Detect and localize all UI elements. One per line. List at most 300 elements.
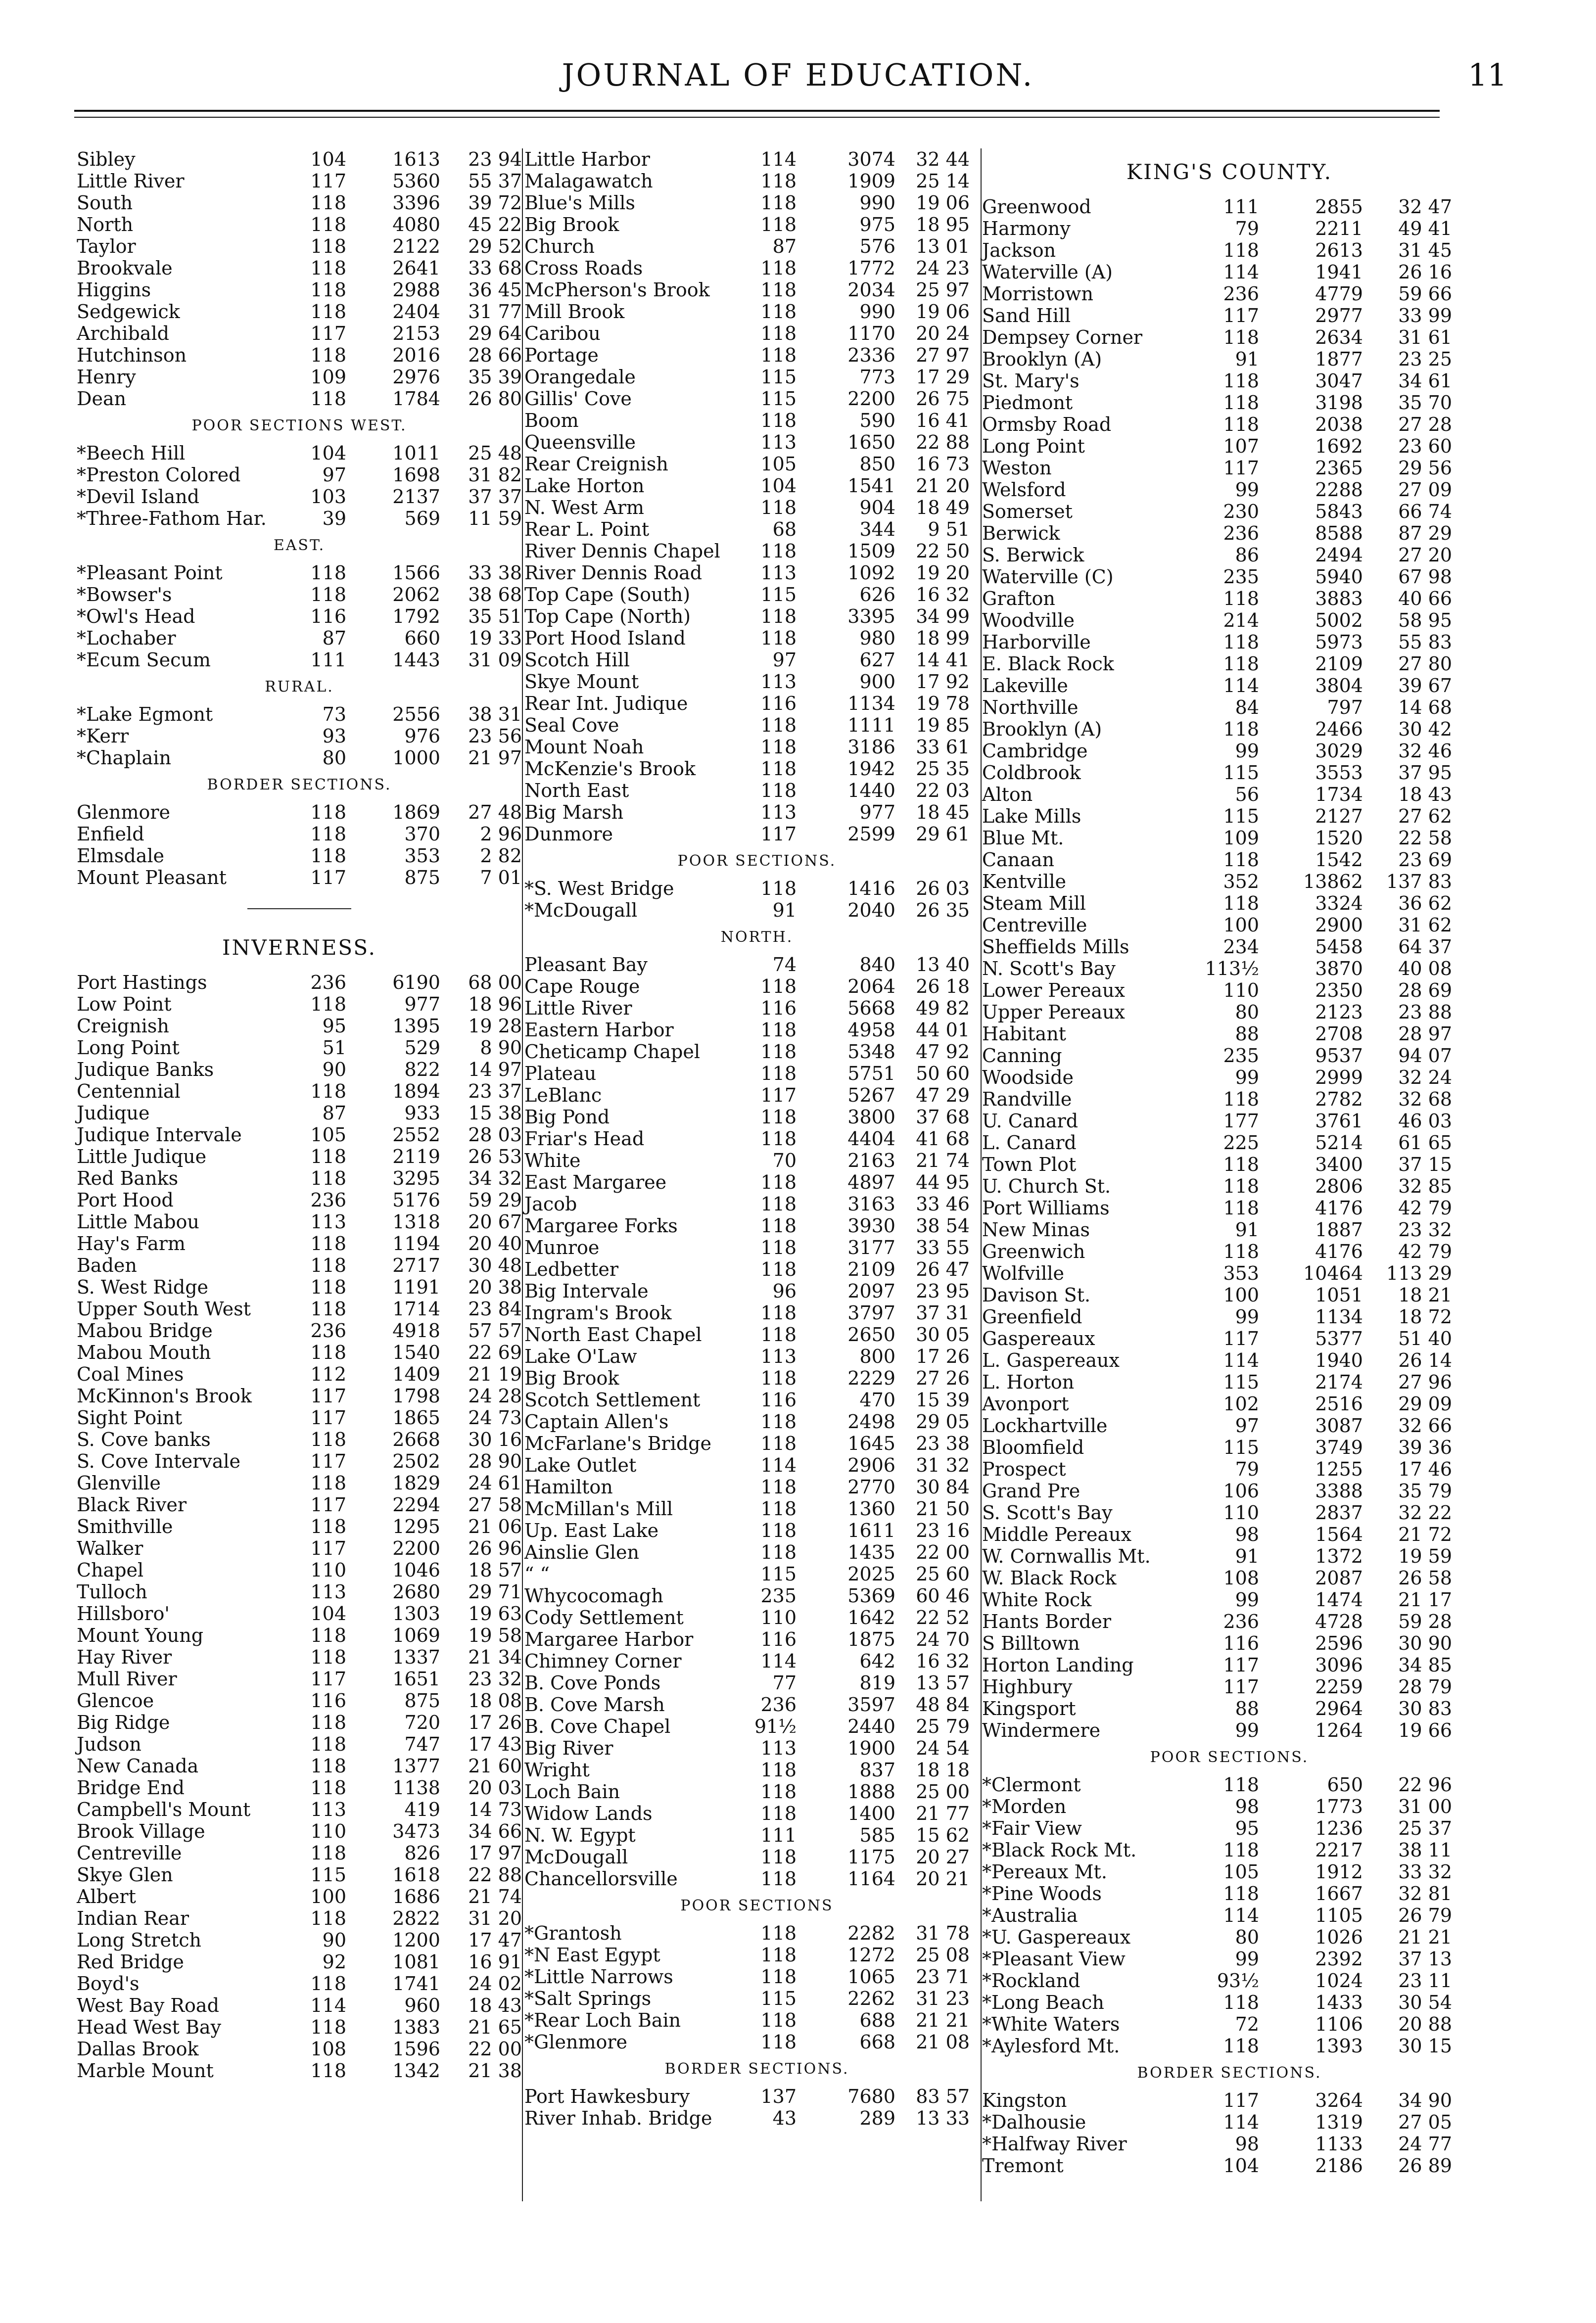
grant-amount: 28 69 (1398, 979, 1452, 1001)
school-section-name: South (77, 192, 133, 214)
days-taught: 117 (1223, 1654, 1259, 1676)
school-section-name: Port Hood (77, 1189, 174, 1211)
days-taught: 88 (1235, 1023, 1259, 1045)
attendance-total: 1051 (1315, 1284, 1363, 1306)
grant-amount: 23 94 (468, 148, 522, 170)
days-taught: 118 (310, 1777, 346, 1799)
attendance-total: 2163 (847, 1150, 895, 1171)
grant-amount: 37 68 (916, 1106, 970, 1128)
attendance-total: 2262 (847, 1988, 895, 2009)
grant-amount: 31 00 (1398, 1796, 1452, 1817)
days-taught: 86 (1235, 544, 1259, 566)
attendance-total: 4918 (392, 1320, 440, 1342)
days-taught: 118 (760, 1215, 797, 1237)
school-section-name: N. W. Egypt (524, 1824, 636, 1846)
school-section-name: Smithville (77, 1516, 173, 1537)
grant-amount: 18 18 (916, 1759, 970, 1781)
table-row (524, 627, 989, 649)
attendance-total: 1888 (847, 1781, 895, 1803)
table-row (77, 1472, 522, 1494)
table-row (524, 1498, 989, 1520)
attendance-total: 3388 (1315, 1480, 1363, 1502)
table-row (77, 627, 522, 649)
days-taught: 108 (310, 2038, 346, 2060)
table-row (982, 522, 1477, 544)
days-taught: 115 (760, 1988, 797, 2009)
table-row (524, 1258, 989, 1280)
days-taught: 114 (1223, 261, 1259, 283)
grant-amount: 45 22 (468, 214, 522, 235)
table-row (524, 1019, 989, 1041)
school-section-name: Rear Int. Judique (524, 693, 688, 714)
school-section-name: Tremont (982, 2155, 1064, 2177)
table-row (982, 1817, 1477, 1839)
grant-amount: 21 74 (468, 1886, 522, 1907)
table-row (982, 239, 1477, 261)
attendance-total: 2641 (392, 257, 440, 279)
grant-amount: 17 29 (916, 366, 970, 388)
grant-amount: 30 90 (1398, 1632, 1452, 1654)
school-section-name: Cape Rouge (524, 976, 640, 997)
school-section-name: N. West Arm (524, 497, 644, 518)
school-section-name: Wright (524, 1759, 590, 1781)
grant-amount: 27 28 (1398, 414, 1452, 435)
days-taught: 118 (1223, 1197, 1259, 1219)
days-taught: 118 (310, 344, 346, 366)
attendance-total: 1395 (392, 1015, 440, 1037)
school-section-name: Little Judique (77, 1146, 207, 1167)
days-taught: 106 (1223, 1480, 1259, 1502)
school-section-name: S Billtown (982, 1632, 1080, 1654)
attendance-total: 2502 (392, 1450, 440, 1472)
table-row (524, 1389, 989, 1411)
grant-amount: 18 57 (468, 1559, 522, 1581)
attendance-total: 1264 (1315, 1719, 1363, 1741)
table-row (77, 1233, 522, 1254)
days-taught: 80 (322, 747, 346, 769)
days-taught: 117 (1223, 1676, 1259, 1698)
days-taught: 99 (1235, 1589, 1259, 1611)
days-taught: 96 (772, 1280, 797, 1302)
attendance-total: 1564 (1315, 1524, 1363, 1545)
school-section-name: *Long Beach (982, 1992, 1104, 2013)
days-taught: 118 (1223, 1774, 1259, 1796)
table-row (77, 1342, 522, 1363)
days-taught: 117 (310, 1494, 346, 1516)
days-taught: 99 (1235, 740, 1259, 762)
grant-amount: 36 62 (1398, 892, 1452, 914)
table-row (524, 1063, 989, 1084)
attendance-total: 5214 (1315, 1132, 1363, 1154)
school-section-name: *Bowser's (77, 584, 172, 605)
school-section-name: Kingsport (982, 1698, 1076, 1719)
days-taught: 118 (760, 1063, 797, 1084)
school-section-name: Centennial (77, 1080, 181, 1102)
attendance-total: 1400 (847, 1803, 895, 1824)
grant-amount: 29 61 (916, 823, 970, 845)
grant-amount: 21 65 (468, 2016, 522, 2038)
days-taught: 98 (1235, 2133, 1259, 2155)
grant-amount: 31 82 (468, 464, 522, 486)
attendance-total: 1520 (1315, 827, 1363, 849)
school-section-name: West Bay Road (77, 1995, 219, 2016)
attendance-total: 3804 (1315, 675, 1363, 697)
days-taught: 115 (1223, 762, 1259, 784)
days-taught: 118 (1223, 392, 1259, 414)
grant-amount: 22 96 (1398, 1774, 1452, 1796)
grant-amount: 29 71 (468, 1581, 522, 1603)
school-section-name: *Salt Springs (524, 1988, 652, 2009)
attendance-total: 4779 (1315, 283, 1363, 305)
days-taught: 118 (310, 801, 346, 823)
table-row (77, 845, 522, 867)
days-taught: 70 (772, 1150, 797, 1171)
days-taught: 115 (760, 388, 797, 410)
school-section-name: Port Hastings (77, 972, 207, 993)
table-row (982, 1328, 1477, 1349)
attendance-total: 4728 (1315, 1611, 1363, 1632)
days-taught: 91 (1235, 348, 1259, 370)
table-row (524, 431, 989, 453)
grant-amount: 29 64 (468, 323, 522, 344)
days-taught: 113 (760, 801, 797, 823)
grant-amount: 47 29 (916, 1084, 970, 1106)
attendance-total: 2038 (1315, 414, 1363, 435)
table-row (524, 1520, 989, 1541)
table-row (982, 1262, 1477, 1284)
days-taught: 118 (1223, 653, 1259, 675)
grant-amount: 26 35 (916, 899, 970, 921)
grant-amount: 21 20 (916, 475, 970, 497)
grant-amount: 29 56 (1398, 457, 1452, 479)
attendance-total: 1194 (392, 1233, 440, 1254)
days-taught: 235 (1223, 1045, 1259, 1067)
table-row (982, 1992, 1477, 2013)
attendance-total: 2200 (392, 1537, 440, 1559)
grant-amount: 21 34 (468, 1646, 522, 1668)
school-section-name: Harmony (982, 218, 1071, 239)
school-section-name: Red Banks (77, 1167, 179, 1189)
column-3 (982, 148, 1477, 2177)
days-taught: 116 (760, 1389, 797, 1411)
table-row (77, 1995, 522, 2016)
days-taught: 118 (310, 1973, 346, 1995)
attendance-total: 1645 (847, 1433, 895, 1454)
days-taught: 118 (1223, 588, 1259, 609)
table-row (982, 1393, 1477, 1415)
school-section-name: Elmsdale (77, 845, 165, 867)
school-section-name: Eastern Harbor (524, 1019, 674, 1041)
days-taught: 74 (772, 954, 797, 976)
attendance-total: 2977 (1315, 305, 1363, 326)
school-section-name: Greenfield (982, 1306, 1082, 1328)
section-heading: POOR SECTIONS WEST. (191, 417, 407, 434)
days-taught: 93 (322, 725, 346, 747)
days-taught: 100 (1223, 914, 1259, 936)
attendance-total: 2186 (1315, 2155, 1363, 2177)
attendance-total: 2822 (392, 1907, 440, 1929)
attendance-total: 822 (404, 1059, 440, 1080)
table-row (77, 1929, 522, 1951)
school-section-name: Blue's Mills (524, 192, 635, 214)
school-section-name: Grand Pre (982, 1480, 1080, 1502)
table-row (524, 1563, 989, 1585)
school-section-name: Jackson (982, 239, 1056, 261)
days-taught: 113½ (1205, 958, 1259, 979)
days-taught: 235 (1223, 566, 1259, 588)
school-section-name: *Pereaux Mt. (982, 1861, 1107, 1883)
school-section-name: Big Pond (524, 1106, 610, 1128)
school-section-name: U. Canard (982, 1110, 1079, 1132)
attendance-total: 933 (404, 1102, 440, 1124)
attendance-total: 2855 (1315, 196, 1363, 218)
days-taught: 99 (1235, 1306, 1259, 1328)
school-section-name: Big Intervale (524, 1280, 649, 1302)
days-taught: 118 (310, 1755, 346, 1777)
grant-amount: 32 81 (1398, 1883, 1452, 1905)
table-row (77, 366, 522, 388)
attendance-total: 1784 (392, 388, 440, 410)
grant-amount: 27 97 (916, 344, 970, 366)
school-section-name: Kentville (982, 871, 1067, 892)
table-row (77, 1581, 522, 1603)
school-section-name: Greenwich (982, 1241, 1085, 1262)
grant-amount: 20 67 (468, 1211, 522, 1233)
days-taught: 235 (760, 1585, 797, 1607)
table-row (524, 1737, 989, 1759)
table-row (524, 148, 989, 170)
attendance-total: 1303 (392, 1603, 440, 1625)
days-taught: 118 (760, 279, 797, 301)
grant-amount: 15 62 (916, 1824, 970, 1846)
grant-amount: 25 08 (916, 1944, 970, 1966)
days-taught: 118 (310, 192, 346, 214)
table-row (982, 1219, 1477, 1241)
attendance-total: 900 (859, 671, 895, 693)
attendance-total: 1138 (392, 1777, 440, 1799)
grant-amount: 24 73 (468, 1407, 522, 1429)
school-section-name: Judique (77, 1102, 150, 1124)
school-section-name: Loch Bain (524, 1781, 620, 1803)
school-section-name: Rear L. Point (524, 518, 650, 540)
grant-amount: 87 29 (1398, 522, 1452, 544)
table-row (77, 1254, 522, 1276)
grant-amount: 59 66 (1398, 283, 1452, 305)
table-row (77, 1864, 522, 1886)
attendance-total: 419 (404, 1799, 440, 1820)
table-row (982, 1502, 1477, 1524)
days-taught: 236 (1223, 1611, 1259, 1632)
grant-amount: 21 06 (468, 1516, 522, 1537)
grant-amount: 31 77 (468, 301, 522, 323)
grant-amount: 18 45 (916, 801, 970, 823)
table-row (77, 823, 522, 845)
days-taught: 115 (1223, 1437, 1259, 1458)
school-section-name: Sight Point (77, 1407, 183, 1429)
school-section-name: *U. Gaspereaux (982, 1926, 1131, 1948)
days-taught: 118 (310, 1146, 346, 1167)
grant-amount: 26 75 (916, 388, 970, 410)
grant-amount: 38 54 (916, 1215, 970, 1237)
attendance-total: 1409 (392, 1363, 440, 1385)
school-section-name: Campbell's Mount (77, 1799, 251, 1820)
days-taught: 114 (1223, 675, 1259, 697)
days-taught: 118 (760, 540, 797, 562)
table-row (524, 1215, 989, 1237)
attendance-total: 2494 (1315, 544, 1363, 566)
school-section-name: W. Black Rock (982, 1567, 1117, 1589)
school-section-name: S. Berwick (982, 544, 1084, 566)
section-heading: POOR SECTIONS. (1150, 1749, 1309, 1766)
grant-amount: 30 05 (916, 1324, 970, 1346)
attendance-total: 1433 (1315, 1992, 1363, 2013)
attendance-total: 977 (404, 993, 440, 1015)
grant-amount: 27 26 (916, 1367, 970, 1389)
days-taught: 113 (310, 1799, 346, 1820)
school-section-name: Whycocomagh (524, 1585, 663, 1607)
attendance-total: 1698 (392, 464, 440, 486)
attendance-total: 1134 (847, 693, 895, 714)
days-taught: 118 (310, 1298, 346, 1320)
attendance-total: 344 (859, 518, 895, 540)
school-section-name: Little Mabou (77, 1211, 199, 1233)
attendance-total: 5458 (1315, 936, 1363, 958)
attendance-total: 1772 (847, 257, 895, 279)
grant-amount: 22 00 (916, 1541, 970, 1563)
school-section-name: *Lake Egmont (77, 703, 213, 725)
table-row (77, 1385, 522, 1407)
grant-amount: 31 62 (1398, 914, 1452, 936)
days-taught: 118 (760, 170, 797, 192)
attendance-total: 3597 (847, 1694, 895, 1716)
days-taught: 118 (760, 1966, 797, 1988)
attendance-total: 904 (859, 497, 895, 518)
table-row (982, 1110, 1477, 1132)
grant-amount: 25 79 (916, 1716, 970, 1737)
attendance-total: 2217 (1315, 1839, 1363, 1861)
attendance-total: 1000 (392, 747, 440, 769)
grant-amount: 27 80 (1398, 653, 1452, 675)
table-row (982, 1774, 1477, 1796)
table-row (524, 1650, 989, 1672)
column-1 (77, 148, 522, 2082)
grant-amount: 28 79 (1398, 1676, 1452, 1698)
days-taught: 118 (760, 627, 797, 649)
attendance-total: 990 (859, 192, 895, 214)
table-row (77, 972, 522, 993)
column-2 (524, 148, 989, 2129)
grant-amount: 23 95 (916, 1280, 970, 1302)
days-taught: 118 (1223, 718, 1259, 740)
table-row (77, 1559, 522, 1581)
attendance-total: 1295 (392, 1516, 440, 1537)
days-taught: 79 (1235, 1458, 1259, 1480)
days-taught: 118 (760, 410, 797, 431)
table-row (77, 1973, 522, 1995)
table-row (982, 1458, 1477, 1480)
school-section-name: Margaree Harbor (524, 1628, 694, 1650)
days-taught: 118 (310, 1342, 346, 1363)
table-row (77, 562, 522, 584)
attendance-total: 660 (404, 627, 440, 649)
table-row (524, 671, 989, 693)
grant-amount: 113 29 (1386, 1262, 1452, 1284)
attendance-total: 1360 (847, 1498, 895, 1520)
table-row (524, 584, 989, 605)
grant-amount: 17 26 (916, 1346, 970, 1367)
days-taught: 110 (760, 1607, 797, 1628)
table-row (524, 1966, 989, 1988)
grant-amount: 61 65 (1398, 1132, 1452, 1154)
grant-amount: 26 96 (468, 1537, 522, 1559)
table-row (77, 1690, 522, 1712)
school-section-name: Coldbrook (982, 762, 1081, 784)
table-row (524, 899, 989, 921)
attendance-total: 4080 (392, 214, 440, 235)
table-row (982, 1437, 1477, 1458)
table-row (982, 1632, 1477, 1654)
attendance-total: 1372 (1315, 1545, 1363, 1567)
attendance-total: 1941 (1315, 261, 1363, 283)
table-row (77, 993, 522, 1015)
days-taught: 91½ (754, 1716, 797, 1737)
table-row (77, 801, 522, 823)
attendance-total: 576 (859, 235, 895, 257)
days-taught: 118 (760, 1128, 797, 1150)
table-row (77, 1668, 522, 1690)
school-section-name: New Minas (982, 1219, 1090, 1241)
grant-amount: 13 40 (916, 954, 970, 976)
school-section-name: McKinnon's Brook (77, 1385, 252, 1407)
school-section-name: Plateau (524, 1063, 597, 1084)
grant-amount: 42 79 (1398, 1241, 1452, 1262)
school-section-name: Big River (524, 1737, 613, 1759)
school-section-name: Gillis' Cove (524, 388, 632, 410)
table-row (77, 1320, 522, 1342)
header-rule-thick (74, 110, 1440, 112)
attendance-total: 3029 (1315, 740, 1363, 762)
table-row (77, 344, 522, 366)
school-section-name: Head West Bay (77, 2016, 222, 2038)
table-row (77, 1799, 522, 1820)
grant-amount: 33 46 (916, 1193, 970, 1215)
table-row (982, 588, 1477, 609)
school-section-name: *McDougall (524, 899, 638, 921)
days-taught: 118 (760, 1041, 797, 1063)
table-row (982, 1371, 1477, 1393)
attendance-total: 773 (859, 366, 895, 388)
table-row (982, 1415, 1477, 1437)
attendance-total: 1443 (392, 649, 440, 671)
grant-amount: 59 28 (1398, 1611, 1452, 1632)
grant-amount: 25 37 (1398, 1817, 1452, 1839)
school-section-name: North East (524, 780, 629, 801)
table-row (524, 1346, 989, 1367)
school-section-name: Taylor (77, 235, 136, 257)
grant-amount: 23 69 (1398, 849, 1452, 871)
section-heading: NORTH. (720, 929, 794, 946)
table-row (982, 1654, 1477, 1676)
attendance-total: 2282 (847, 1922, 895, 1944)
days-taught: 114 (760, 1454, 797, 1476)
days-taught: 104 (310, 148, 346, 170)
school-section-name: Hillsboro' (77, 1603, 170, 1625)
school-section-name: W. Cornwallis Mt. (982, 1545, 1151, 1567)
attendance-total: 977 (859, 801, 895, 823)
table-row (982, 1023, 1477, 1045)
attendance-total: 1650 (847, 431, 895, 453)
attendance-total: 2127 (1315, 805, 1363, 827)
